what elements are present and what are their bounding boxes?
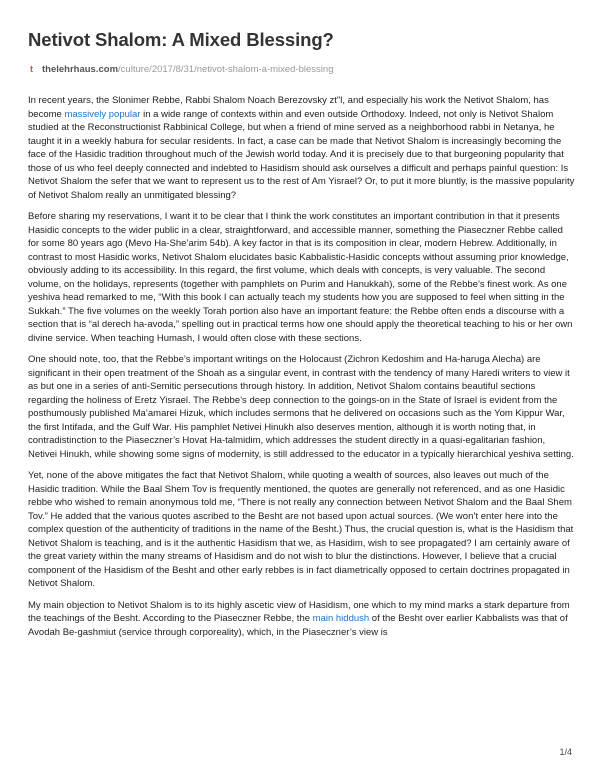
page-title: Netivot Shalom: A Mixed Blessing?: [28, 29, 334, 50]
p1-text-start: In recent years, the Slonimer Rebbe, Rabbi Shalom Noach Berezovsky zt"l, and especially his work the Netivot Shalom, has become: [28, 95, 549, 120]
article-body: [28, 94, 576, 647]
source-url-link[interactable]: [42, 64, 333, 75]
site-favicon-icon: t: [30, 64, 33, 74]
paragraph-5: [28, 599, 576, 640]
massively-popular-link[interactable]: massively popular: [64, 108, 141, 120]
paragraph-4: Yet, none of the above mitigates the fact that Netivot Shalom, while quoting a wealth of sources, also leaves out much of the Hasidic tradition. While the Baal Shem Tov is frequently mentioned, the quotes are generally not referenced, and as one Hasidic rebbe who wished to remain anonymous told me, “There is not really any connection between Netivot Shalom and the Baal Shem Tov.” He added that the various quotes ascribed to the Besht are not based upon actual sources. (We won’t enter here into the complex question of the authenticity of traditions in the name of the Besht.) Thus, the crucial question is, what is the Hasidism that Netivot Shalom is teaching, and is it the authentic Hasidism that we, as Hasidim, wish to see propagated? I am certainly aware of the great variety within the many streams of Hasidism and do not wish to blur the distinctions. However, I believe that a crucial component of the Hasidism of the Besht and other early rebbes is in fact diametrically opposed to certain doctrines propagated in Netivot Shalom.: [28, 470, 574, 589]
paragraph-2: Before sharing my reservations, I want it to be clear that I think the work constitutes an important contribution in that it presents Hasidic concepts to the wider public in a clear, straightforward, and accessible manner, something the Piaseczner Rebbe called for some 80 years ago (Mevo Ha-She’arim 54b). A key factor in that is its composition in clear, modern Hebrew. Additionally, in contrast to most Hasidic works, Netivot Shalom elucidates basic Kabbalistic-Hasidic concepts without assuming prior knowledge, obviously adding to its accessibility. In this regard, the first volume, which deals with concepts, is very valuable. The second volume, on the holidays, represents (together with pamphlets on Purim and Hanukkah), some of the Rebbe’s finest work. As one yeshiva head remarked to me, “With this book I can actually teach my students how you are supposed to feel when sitting in the Sukkah.” The five volumes on the weekly Torah portion also have an important feature: the Rebbe often ends a discourse with a section that is “al derech ha-avoda,” spelling out in practical terms how one should apply the theoretical teaching to his or her own divine service. When teaching Humash, I would often close with these sections.: [28, 211, 573, 344]
page-number: 1/4: [559, 747, 572, 757]
main-hiddush-link[interactable]: main hiddush: [312, 613, 370, 624]
source-line: [30, 63, 333, 75]
p5-text-start: My main objection to Netivot Shalom is to its highly ascetic view of Hasidism, one which to my mind marks a stark departure from the teachings of the Besht. According to the Piaseczner Rebbe, the: [28, 599, 570, 624]
paragraph-1: [28, 94, 576, 202]
paragraph-3: One should note, too, that the Rebbe’s important writings on the Holocaust (Zichron Kedoshim and Ha-haruga Alecha) are significant in their open treatment of the Shoah as a singular event, in contrast with the tendency of many Haredi writers to view it as but one in a series of anti-Semitic persecutions through history. In addition, Netivot Shalom contains beautiful sections regarding the holiness of Eretz Yisrael. The Rebbe’s deep connection to the goings-on in the State of Israel is evident from the posthumously published Ma’amarei Hizuk, which includes sermons that he delivered on occasions such as the Yom Kippur War, the first Intifada, and the Gulf War. His pamphlet Netivei Hinukh also deserves mention, although it is worth noting that, in contradistinction to the Piaseczner’s Hovat Ha-talmidim, which addresses the student directly in a quasi-egalitarian fashion, Netivei Hinukh, while showing some signs of modernity, is still addressed to the educator in a typically hierarchical yeshiva setting.: [28, 354, 574, 460]
source-path: /culture/2017/8/31/netivot-shalom-a-mixed-blessing: [118, 63, 334, 75]
p5-text-end: of the Besht over earlier Kabbalists was that of Avodah Be-gashmiut (service through corporeality), which, in the Piaseczner’s view is: [28, 613, 568, 638]
p1-text-end: in a wide range of contexts within and even outside Orthodoxy. Indeed, not only is Netivot Shalom studied at the Reconstructionist Rabbinical College, but when a friend of mine served as a neighborhood rabbi in Netanya, he taught it in a weekly habura for secular residents. In fact, a case can be made that Netivot Shalom is increasingly becoming the face of the Hasidic tradition throughout much of the Jewish world today. And it is precisely due to that burgeoning popularity that those of us who feel deeply connected and indebted to Hasidism should ask ourselves a difficult and perhaps painful question: Is Netivot Shalom the sefer that we want to represent us to the rest of Am Yisrael? Or, to put it more bluntly, is the massive popularity of Netivot Shalom really an unmitigated blessing?: [28, 108, 575, 201]
source-site: thelehrhaus.com: [42, 63, 119, 75]
